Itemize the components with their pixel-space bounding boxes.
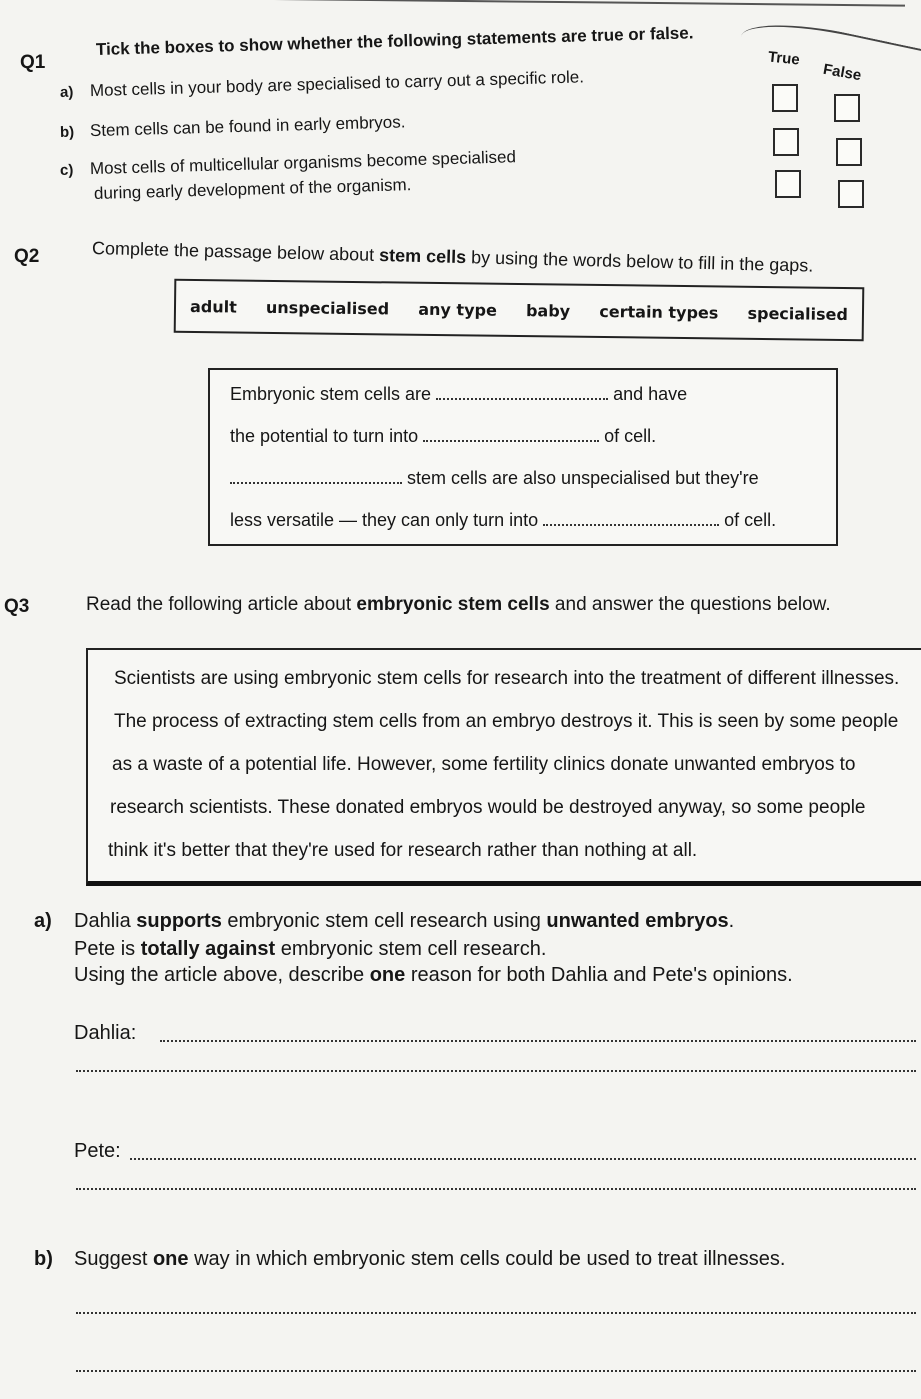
q3a-text: Dahlia (74, 910, 137, 932)
word-bank-item[interactable]: certain types (599, 301, 719, 322)
dahlia-answer-line-2[interactable] (76, 1068, 916, 1072)
passage-text: and have (608, 384, 688, 404)
q2-instruction-post: by using the words below to fill in the gaps. (465, 247, 814, 276)
passage-line-4 (230, 510, 776, 531)
q3a-text: reason for both Dahlia and Pete's opinions. (405, 964, 793, 986)
word-bank-item[interactable]: any type (418, 299, 497, 320)
q3-instruction-bold: embryonic stem cells (356, 594, 550, 615)
q3a-bold: unwanted embryos (546, 910, 729, 932)
q3-number: Q3 (4, 596, 30, 617)
passage-text: of cell. (599, 426, 657, 446)
q3a-line-2 (74, 938, 546, 961)
q1-text-b: Stem cells can be found in early embryos. (89, 112, 406, 141)
q3a-text: Pete is (74, 938, 141, 960)
q3a-text: embryonic stem cell research. (275, 938, 547, 960)
passage-line-3 (230, 468, 759, 489)
q3b-bold: one (152, 1248, 189, 1270)
q1-b-false-checkbox[interactable] (836, 138, 862, 166)
q1-a-false-checkbox[interactable] (834, 94, 860, 122)
q1-statement-a (60, 67, 585, 102)
pete-answer-line-2[interactable] (76, 1186, 916, 1190)
false-header: False (821, 60, 863, 85)
pete-label: Pete: (74, 1140, 121, 1162)
q3a-bold: one (369, 964, 406, 986)
article-line: as a waste of a potential life. However, some fertility clinics donate unwanted embryos to (112, 754, 856, 775)
q3b-text: Suggest (74, 1248, 153, 1270)
q1-label-c: c) (59, 161, 74, 179)
word-bank (174, 279, 865, 341)
article-line: The process of extracting stem cells from an embryo destroys it. This is seen by some people (114, 711, 899, 732)
gap-3-blank[interactable] (230, 468, 402, 484)
q3b-line (34, 1248, 785, 1271)
article-line: research scientists. These donated embryos would be destroyed anyway, so some people (110, 797, 866, 818)
q3a-bold: totally against (140, 938, 276, 960)
q1-c-true-checkbox[interactable] (775, 170, 801, 198)
passage-text: Embryonic stem cells are (230, 384, 437, 404)
word-bank-item[interactable]: unspecialised (265, 297, 390, 318)
q2-instruction-pre: Complete the passage below about (91, 238, 380, 266)
article-line: Scientists are using embryonic stem cells for research into the treatment of different illnesses. (114, 668, 900, 689)
q1-statement-b (60, 112, 406, 142)
word-bank-item[interactable]: baby (525, 300, 571, 321)
q3a-line-1 (34, 910, 734, 933)
q3-instruction-post: and answer the questions below. (549, 594, 831, 615)
q1-instruction: Tick the boxes to show whether the following statements are true or false. (95, 23, 694, 59)
passage-line-1 (230, 384, 687, 405)
q3b-answer-line-1[interactable] (76, 1310, 916, 1314)
q1-b-true-checkbox[interactable] (773, 128, 799, 156)
gap-2-blank[interactable] (423, 426, 599, 442)
passage-text: the potential to turn into (230, 426, 424, 446)
q3a-line-3 (74, 964, 793, 987)
article-box (86, 648, 921, 886)
q1-label-b: b) (59, 123, 75, 141)
q3b-label: b) (34, 1248, 53, 1270)
q3a-text: . (728, 910, 735, 932)
q1-statement-c-line2: during early development of the organism. (93, 175, 412, 203)
q2-number: Q2 (14, 246, 40, 267)
q3a-text: embryonic stem cell research using (221, 910, 547, 932)
q3-instruction-pre: Read the following article about (86, 594, 357, 615)
q1-text-a: Most cells in your body are specialised to carry out a specific role. (89, 67, 585, 101)
gap-fill-passage (208, 368, 838, 546)
dahlia-label: Dahlia: (74, 1022, 137, 1044)
q3-instruction (86, 594, 831, 616)
q3b-text: way in which embryonic stem cells could be used to treat illnesses. (188, 1248, 786, 1270)
word-bank-item[interactable]: specialised (747, 303, 849, 324)
article-line: think it's better that they're used for research rather than nothing at all. (108, 840, 698, 861)
dahlia-answer-line[interactable] (160, 1038, 916, 1042)
q2-instruction (92, 238, 814, 277)
q1-number: Q1 (20, 52, 46, 73)
q1-label-a: a) (59, 83, 74, 101)
passage-text: stem cells are also unspecialised but they're (402, 468, 759, 488)
gap-4-blank[interactable] (543, 510, 719, 526)
q1-statement-c (60, 147, 517, 180)
q1-a-true-checkbox[interactable] (772, 84, 798, 112)
pete-answer-line[interactable] (130, 1156, 916, 1160)
passage-text: of cell. (719, 510, 777, 530)
q3a-text: Using the article above, describe (74, 964, 370, 986)
passage-line-2 (230, 426, 656, 447)
word-bank-item[interactable]: adult (189, 296, 237, 317)
true-header: True (767, 48, 801, 69)
q2-instruction-bold: stem cells (378, 245, 467, 268)
q1-text-c-line1: Most cells of multicellular organisms become specialised (89, 147, 517, 179)
gap-1-blank[interactable] (436, 384, 608, 400)
passage-text: less versatile — they can only turn into (230, 510, 544, 530)
page-top-rule (25, 0, 905, 9)
q3b-answer-line-2[interactable] (76, 1368, 916, 1372)
q3a-label: a) (34, 910, 52, 932)
q1-c-false-checkbox[interactable] (838, 180, 864, 208)
q3a-bold: supports (136, 910, 222, 932)
